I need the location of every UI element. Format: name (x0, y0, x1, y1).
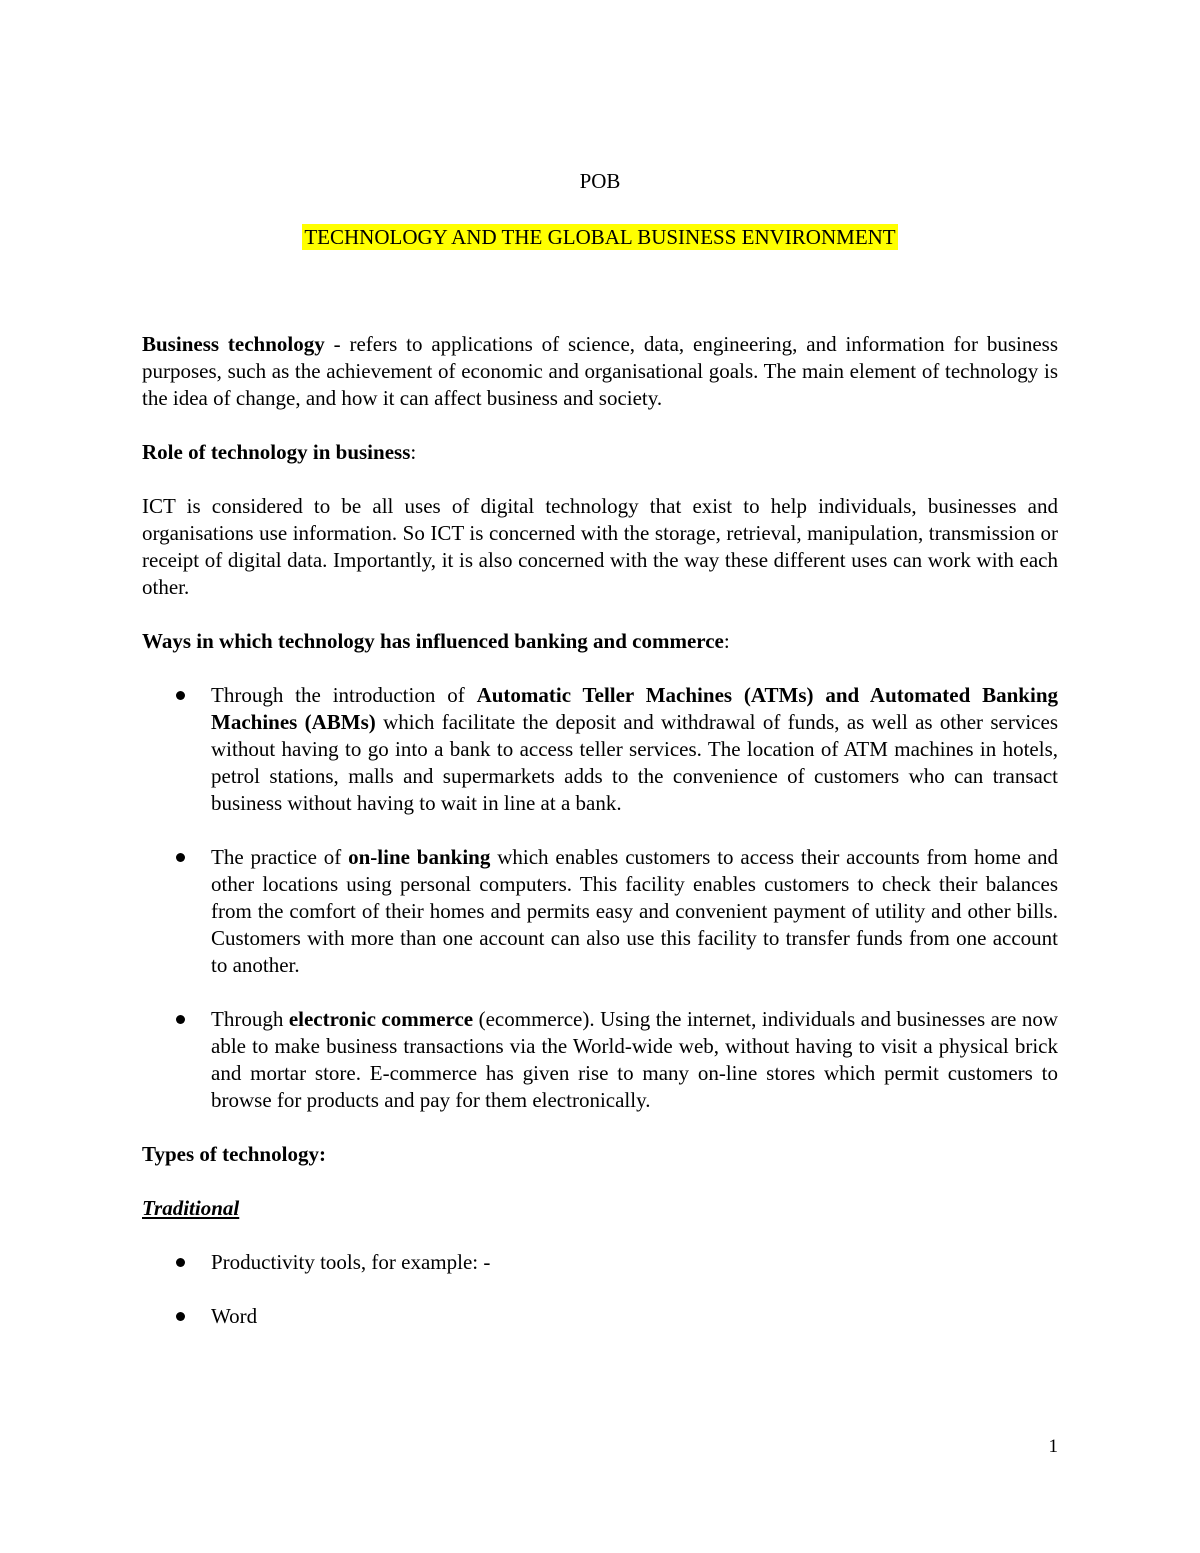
bullet-text-pre: The practice of (211, 845, 349, 869)
ways-heading-text: Ways in which technology has influenced banking and commerce (142, 629, 724, 653)
role-heading-text: Role of technology in business (142, 440, 411, 464)
list-item (142, 682, 1058, 817)
traditional-label: Traditional (142, 1196, 240, 1220)
ways-heading (142, 628, 1058, 655)
bullet-icon (176, 1015, 185, 1024)
bullet-icon (176, 853, 185, 862)
bullet-text: Word (211, 1304, 258, 1328)
bullet-icon (176, 1258, 185, 1267)
document-title: POB (579, 169, 621, 193)
bullet-text-bold: Automatic Teller Machines (ATMs) and Automated Banking Machines (ABMs) (211, 683, 1058, 734)
document-subtitle-line (142, 224, 1058, 251)
list-item (142, 1006, 1058, 1114)
document-body (142, 168, 1058, 1330)
bullet-text-bold: on-line banking (348, 845, 491, 869)
role-heading-suffix: : (410, 440, 417, 464)
document-subtitle: TECHNOLOGY AND THE GLOBAL BUSINESS ENVIRONMENT (304, 225, 896, 249)
bullet-text: Productivity tools, for example: - (211, 1250, 491, 1274)
bullet-icon (176, 691, 185, 700)
bullet-text-pre: Through the introduction of (211, 683, 477, 707)
bullet-text-post: which enables customers to access their accounts from home and other locations using personal computers. This facility enables customers to check their balances from the comfort of their homes and permits easy and convenient payment of utility and other bills. Customers with more than one account can also use this facility to transfer funds from one account to another. (211, 845, 1058, 977)
ways-heading-suffix: : (723, 629, 730, 653)
list-item (142, 1249, 1058, 1276)
ways-bullet-list (142, 682, 1058, 1114)
bullet-text-pre: Through (211, 1007, 289, 1031)
business-technology-term: Business technology (142, 332, 325, 356)
business-technology-paragraph (142, 331, 1058, 412)
bullet-text-bold: electronic commerce (288, 1007, 474, 1031)
bullet-icon (176, 1312, 185, 1321)
bullet-text-post: (ecommerce). Using the internet, individuals and businesses are now able to make business transactions via the World-wide web, without having to visit a physical brick and mortar store. E-commerce has given rise to many on-line stores which permit customers to browse for products and pay for them electronically. (211, 1007, 1058, 1112)
types-heading: Types of technology: (142, 1142, 326, 1166)
page-number: 1 (1048, 1436, 1058, 1457)
bullet-text-post: which facilitate the deposit and withdrawal of funds, as well as other services without having to go into a bank to access teller services. The location of ATM machines in hotels, petrol stations, malls and supermarkets adds to the convenience of customers who can transact business without having to wait in line at a bank. (211, 710, 1058, 815)
list-item (142, 844, 1058, 979)
traditional-label-line (142, 1195, 1058, 1222)
role-heading (142, 439, 1058, 466)
traditional-bullet-list (142, 1249, 1058, 1330)
business-technology-definition: - refers to applications of science, data, engineering, and information for business purposes, such as the achievement of economic and organisational goals. The main element of technology is the idea of change, and how it can affect business and society. (142, 332, 1058, 410)
ict-paragraph: ICT is considered to be all uses of digital technology that exist to help individuals, businesses and organisations use information. So ICT is concerned with the storage, retrieval, manipulation, transmission or receipt of digital data. Importantly, it is also concerned with the way these different uses can work with each other. (142, 494, 1058, 599)
list-item (142, 1303, 1058, 1330)
